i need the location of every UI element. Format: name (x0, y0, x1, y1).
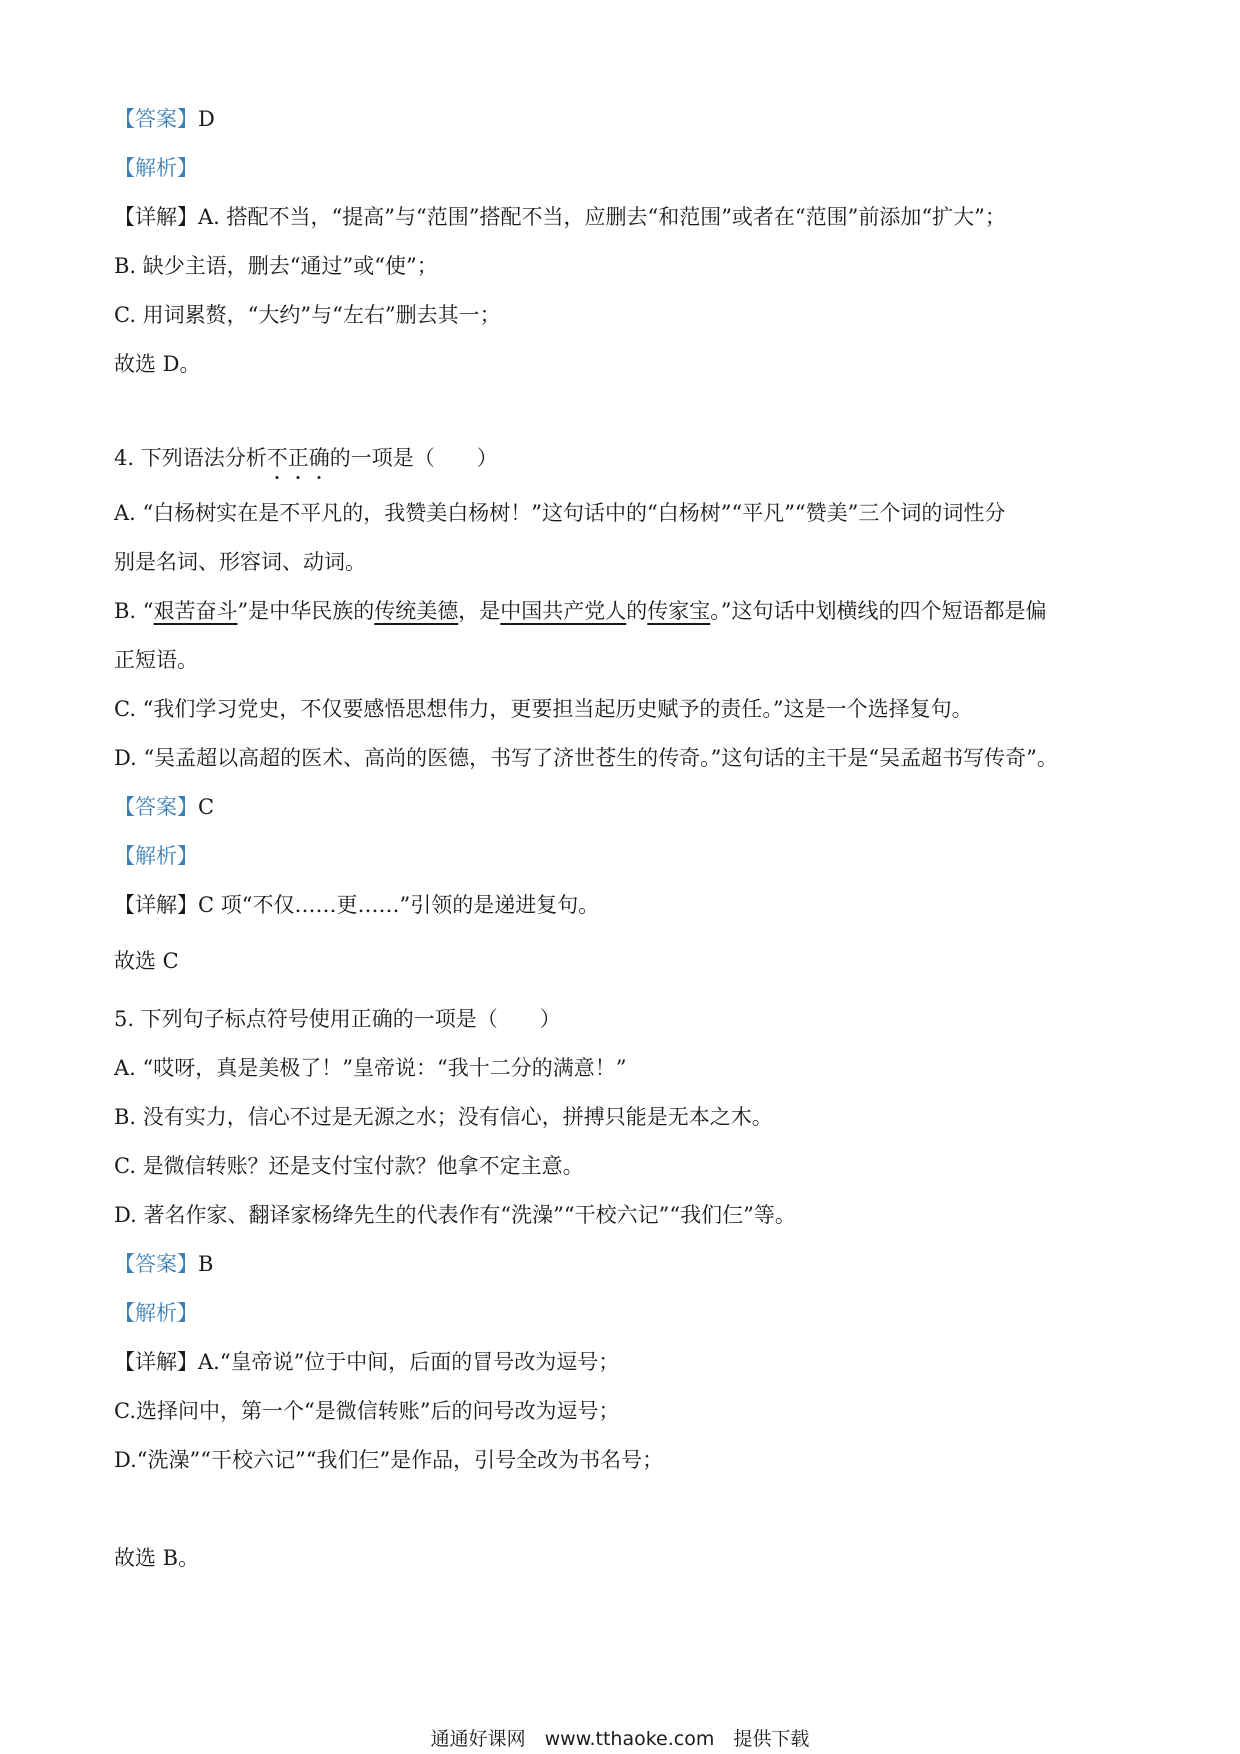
answer-tag: 【答案】 (114, 795, 198, 819)
answer-value: B (198, 1252, 214, 1276)
q4-option-c: C. “我们学习党史，不仅要感悟思想伟力，更要担当起历史赋予的责任。”这是一个选择复句。 (114, 697, 973, 721)
q5-option-a: A. “哎呀，真是美极了！”皇帝说：“我十二分的满意！” (114, 1056, 627, 1080)
page-footer: 通通好课网 www.tthaoke.com 提供下载 (430, 1728, 810, 1750)
underlined-phrase: 传家宝 (647, 599, 711, 623)
answer-tag: 【答案】 (114, 107, 198, 131)
emphasis-char: 正 (288, 443, 309, 473)
option-b-text: ”是中华民族的 (237, 599, 375, 623)
option-b-text: ，是 (458, 599, 501, 623)
q4-stem-post: 的一项是（ ） (329, 446, 498, 470)
q4-conclusion: 故选 C (114, 949, 179, 973)
underlined-phrase: 艰苦奋斗 (153, 599, 238, 623)
option-b-prefix: B. “ (114, 599, 154, 623)
q3-line-b: B. 缺少主语，删去“通过”或“使”； (114, 254, 438, 278)
q4-answer-line (114, 792, 214, 822)
answer-tag: 【答案】 (114, 1252, 198, 1276)
underlined-phrase: 传统美德 (374, 599, 459, 623)
q5-detail: 【详解】A.“皇帝说”位于中间，后面的冒号改为逗号； (114, 1350, 620, 1374)
answer-value: D (198, 107, 215, 131)
q3-conclusion: 故选 D。 (114, 352, 201, 376)
q5-stem: 5. 下列句子标点符号使用正确的一项是（ ） (114, 1007, 561, 1031)
q3-line-c: C. 用词累赘，“大约”与“左右”删去其一； (114, 303, 501, 327)
q4-stem-pre: 4. 下列语法分析 (114, 446, 267, 470)
q5-option-d: D. 著名作家、翻译家杨绛先生的代表作有“洗澡”“干校六记”“我们仨”等。 (114, 1203, 796, 1227)
q5-option-b: B. 没有实力，信心不过是无源之水；没有信心，拼搏只能是无本之木。 (114, 1105, 773, 1129)
q4-option-d: D. “吴孟超以高超的医术、高尚的医德，书写了济世苍生的传奇。”这句话的主干是“吴孟超书写传奇”。 (114, 746, 1058, 770)
q4-stem (114, 443, 498, 473)
option-b-suffix: 。”这句话中划横线的四个短语都是偏 (710, 599, 1047, 623)
emphasis-char: 不 (267, 443, 288, 473)
answer-value: C (198, 795, 215, 819)
option-b-text: 的 (626, 599, 648, 623)
q5-answer-line (114, 1249, 213, 1279)
underlined-phrase: 中国共产党人 (500, 599, 627, 623)
q5-conclusion: 故选 B。 (114, 1546, 200, 1570)
q3-detail: 【详解】A. 搭配不当，“提高”与“范围”搭配不当，应删去“和范围”或者在“范围”前添加“扩大”； (114, 205, 1006, 229)
emphasis-char: 确 (309, 443, 330, 473)
q4-option-b-cont: 正短语。 (114, 648, 198, 672)
q4-detail: 【详解】C 项“不仅……更……”引领的是递进复句。 (114, 893, 600, 917)
q5-line-c: C.选择问中，第一个“是微信转账”后的问号改为逗号； (114, 1399, 620, 1423)
q3-answer-line (114, 104, 215, 134)
q3-analysis-tag: 【解析】 (114, 156, 198, 180)
q5-option-c: C. 是微信转账？还是支付宝付款？他拿不定主意。 (114, 1154, 584, 1178)
q4-option-a: A. “白杨树实在是不平凡的，我赞美白杨树！”这句话中的“白杨树”“平凡”“赞美”三个词的词性分 (114, 501, 1006, 525)
q4-analysis-tag: 【解析】 (114, 844, 198, 868)
q4-option-a-cont: 别是名词、形容词、动词。 (114, 550, 366, 574)
q5-line-d: D.“洗澡”“干校六记”“我们仨”是作品，引号全改为书名号； (114, 1448, 664, 1472)
q4-option-b (114, 596, 1047, 626)
q5-analysis-tag: 【解析】 (114, 1301, 198, 1325)
